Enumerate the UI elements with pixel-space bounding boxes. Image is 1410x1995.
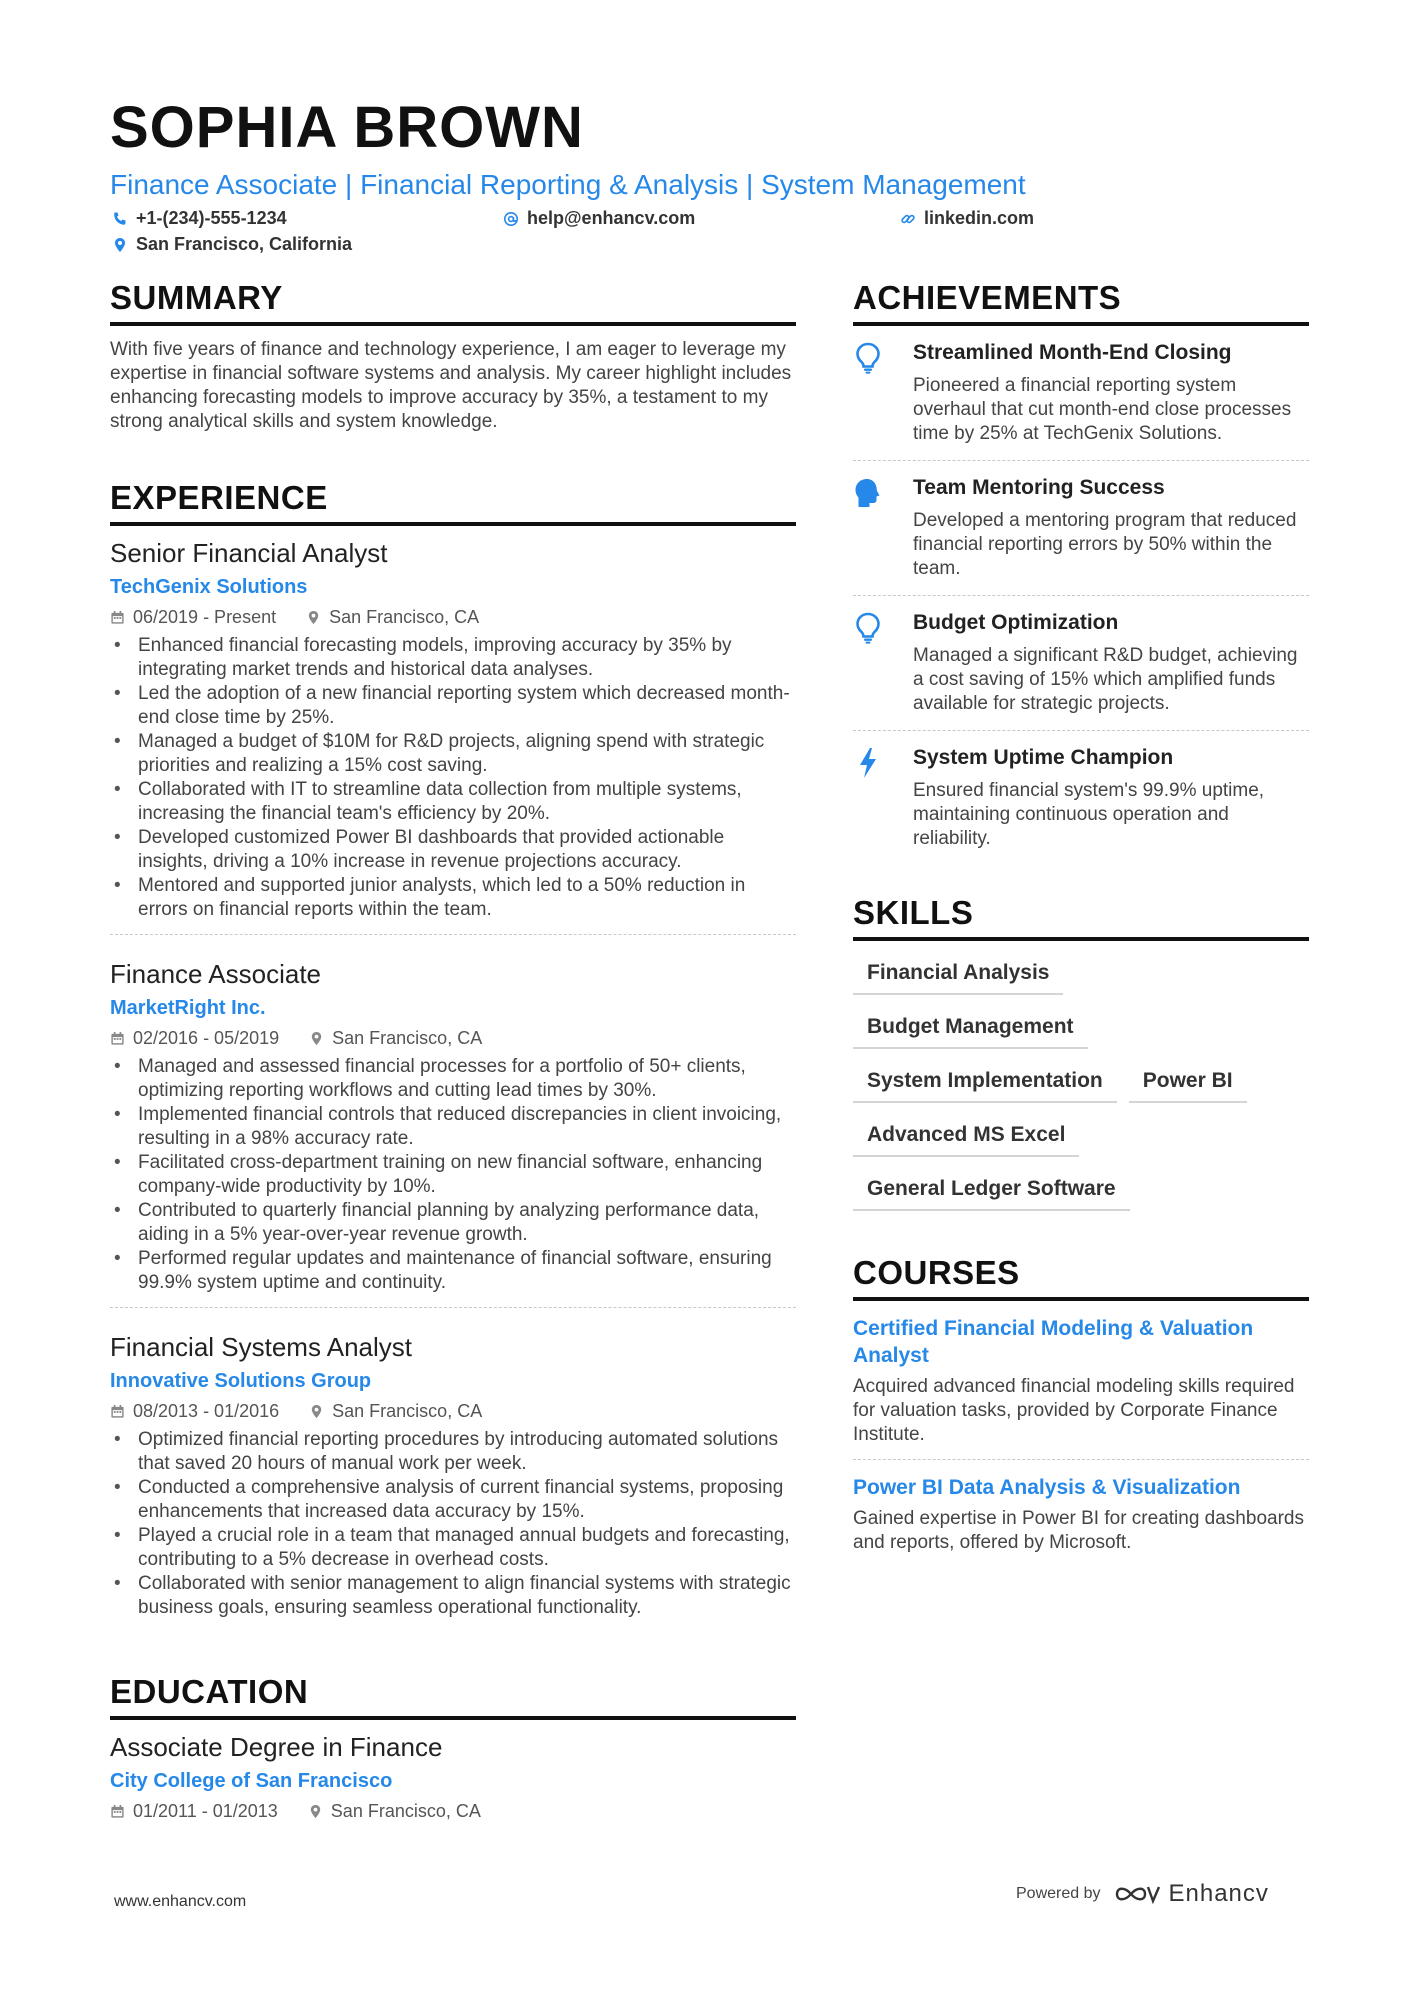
courses-list: [853, 1301, 1309, 1567]
achievement-item: [853, 326, 1309, 461]
job-entry: [110, 1307, 796, 1632]
job-bullets: [110, 1428, 796, 1620]
education-dates-text: 01/2011 - 01/2013: [133, 1801, 278, 1821]
skill-tag: General Ledger Software: [853, 1171, 1130, 1211]
company-name: MarketRight Inc.: [110, 997, 266, 1019]
skill-tag: Financial Analysis: [853, 955, 1063, 995]
achievement-icon: [853, 475, 913, 581]
brand-name: Enhancv: [1168, 1880, 1269, 1907]
job-bullet: • Implemented financial controls that reduced discrepancies in client invoicing, resulting in a 98% accuracy rate.: [110, 1103, 796, 1151]
education-location-text: San Francisco, CA: [330, 1801, 481, 1821]
job-title: Senior Financial Analyst: [110, 538, 388, 568]
job-dates-text: 08/2013 - 01/2016: [133, 1401, 280, 1421]
candidate-tagline: Finance Associate | Financial Reporting & Analysis | System Management: [110, 169, 1026, 200]
achievement-item: [853, 596, 1309, 731]
experience-heading: EXPERIENCE: [110, 478, 796, 526]
job-dates: [110, 1027, 279, 1049]
job-dates: [110, 1400, 279, 1422]
job-title: Financial Systems Analyst: [110, 1332, 413, 1362]
job-bullet: • Mentored and supported junior analysts, which led to a 50% reduction in errors on financial reports within the team.: [110, 874, 796, 922]
achievement-icon: [853, 610, 913, 716]
job-location: [309, 1400, 482, 1422]
summary-section: [110, 278, 796, 434]
job-location: [306, 606, 479, 628]
job-bullet: • Led the adoption of a new financial reporting system which decreased month-end close time by 25%.: [110, 682, 796, 730]
left-column: [110, 278, 796, 1822]
at-icon: [503, 211, 519, 227]
education-dates: [110, 1800, 278, 1822]
job-bullet: • Facilitated cross-department training on new financial software, enhancing company-wide productivity by 10%.: [110, 1151, 796, 1199]
education-heading: EDUCATION: [110, 1672, 796, 1720]
linkedin-text: linkedin.com: [924, 208, 1035, 228]
education-meta: [110, 1800, 796, 1822]
location-pin-icon: [112, 237, 128, 253]
course-item: [853, 1460, 1309, 1567]
job-location-text: San Francisco, CA: [332, 1401, 483, 1421]
achievement-icon: [853, 745, 913, 851]
job-bullet: • Managed a budget of $10M for R&D projects, aligning spend with strategic priorities and realizing a 15% cost saving.: [110, 730, 796, 778]
phone-text: +1-(234)-555-1234: [136, 208, 287, 228]
achievement-title: Team Mentoring Success: [913, 476, 1165, 499]
brand-logo[interactable]: [1115, 1880, 1269, 1908]
job-dates-text: 02/2016 - 05/2019: [133, 1028, 280, 1048]
job-bullet: • Optimized financial reporting procedures by introducing automated solutions that saved 20 hours of manual work per week.: [110, 1428, 796, 1476]
email-text: help@enhancv.com: [527, 208, 696, 228]
right-column: [853, 278, 1309, 1567]
achievements-list: [853, 326, 1309, 865]
achievement-body: [913, 610, 1309, 716]
achievement-item: [853, 731, 1309, 865]
location-text: San Francisco, California: [136, 234, 353, 254]
job-bullets: [110, 1055, 796, 1295]
skill-tag: Advanced MS Excel: [853, 1117, 1079, 1157]
achievement-body: [913, 475, 1309, 581]
achievement-description: Managed a significant R&D budget, achieving a cost saving of 15% which amplified funds available for strategic projects.: [913, 645, 1298, 714]
skills-section: [853, 893, 1309, 1225]
powered-by-label: Powered by: [1016, 1885, 1101, 1902]
education-section: [110, 1672, 796, 1822]
contact-location: [112, 234, 352, 255]
calendar-icon: [110, 610, 125, 625]
course-title[interactable]: Certified Financial Modeling & Valuation Analyst: [853, 1317, 1254, 1367]
summary-text: With five years of finance and technology experience, I am eager to leverage my expertise in financial software systems and analysis. My career highlight includes enhancing forecasting models to improve accuracy by 35%, a testament to my strong analytical skills and system knowledge.: [110, 339, 792, 432]
skill-tag: Budget Management: [853, 1009, 1088, 1049]
contact-phone[interactable]: [112, 208, 287, 229]
skill-tag: System Implementation: [853, 1063, 1117, 1103]
resume-header: [110, 96, 1310, 264]
achievement-description: Pioneered a financial reporting system overhaul that cut month-end close processes time by 25% at TechGenix Solutions.: [913, 375, 1292, 444]
job-bullet: • Enhanced financial forecasting models, improving accuracy by 35% by integrating market trends and historical data analyses.: [110, 634, 796, 682]
calendar-icon: [110, 1804, 125, 1819]
course-description: Gained expertise in Power BI for creating dashboards and reports, offered by Microsoft.: [853, 1508, 1304, 1553]
company-name: Innovative Solutions Group: [110, 1370, 372, 1392]
achievement-item: [853, 461, 1309, 596]
location-pin-icon: [309, 1031, 324, 1046]
link-icon: [900, 211, 916, 227]
job-bullet: • Collaborated with IT to streamline data collection from multiple systems, increasing the financial team's efficiency by 20%.: [110, 778, 796, 826]
head-icon: [853, 477, 883, 509]
calendar-icon: [110, 1031, 125, 1046]
job-entry: [110, 536, 796, 934]
location-pin-icon: [308, 1804, 323, 1819]
enhancv-logo-icon: [1115, 1882, 1161, 1906]
job-bullet: • Managed and assessed financial processes for a portfolio of 50+ clients, optimizing reporting workflows and cutting lead times by 30%.: [110, 1055, 796, 1103]
job-bullet: • Conducted a comprehensive analysis of current financial systems, proposing enhancements that increased data accuracy by 15%.: [110, 1476, 796, 1524]
achievement-title: Streamlined Month-End Closing: [913, 341, 1232, 364]
job-bullet: • Developed customized Power BI dashboards that provided actionable insights, driving a 10% increase in revenue projections accuracy.: [110, 826, 796, 874]
job-location-text: San Francisco, CA: [332, 1028, 483, 1048]
location-pin-icon: [306, 610, 321, 625]
job-bullet: • Played a crucial role in a team that managed annual budgets and forecasting, contributing to a 5% decrease in overhead costs.: [110, 1524, 796, 1572]
skills-heading: SKILLS: [853, 893, 1309, 941]
footer-branding: [1016, 1880, 1269, 1908]
job-bullets: [110, 634, 796, 922]
company-name: TechGenix Solutions: [110, 576, 308, 598]
lightbulb-icon: [853, 342, 883, 374]
achievement-title: System Uptime Champion: [913, 746, 1174, 769]
course-description: Acquired advanced financial modeling skills required for valuation tasks, provided by Corporate Finance Institute.: [853, 1376, 1295, 1445]
job-meta: [110, 606, 796, 628]
location-pin-icon: [309, 1404, 324, 1419]
job-bullet: • Collaborated with senior management to align financial systems with strategic business goals, ensuring seamless operational functionality.: [110, 1572, 796, 1620]
experience-section: [110, 478, 796, 1632]
job-meta: [110, 1400, 796, 1422]
job-location-text: San Francisco, CA: [329, 607, 480, 627]
achievement-title: Budget Optimization: [913, 611, 1119, 634]
courses-heading: COURSES: [853, 1253, 1309, 1301]
achievement-description: Developed a mentoring program that reduced financial reporting errors by 50% within the team.: [913, 510, 1297, 579]
job-bullet: • Performed regular updates and maintenance of financial software, ensuring 99.9% system uptime and continuity.: [110, 1247, 796, 1295]
job-meta: [110, 1027, 796, 1049]
job-title: Finance Associate: [110, 959, 322, 989]
degree-title: Associate Degree in Finance: [110, 1732, 443, 1762]
job-dates-text: 06/2019 - Present: [133, 607, 277, 627]
job-entry: [110, 934, 796, 1307]
summary-heading: SUMMARY: [110, 278, 796, 326]
skill-tag: Power BI: [1129, 1063, 1247, 1103]
lightbulb-icon: [853, 612, 883, 644]
phone-icon: [112, 211, 128, 227]
job-bullet: • Contributed to quarterly financial planning by analyzing performance data, aiding in a 5% year-over-year revenue growth.: [110, 1199, 796, 1247]
footer-website[interactable]: www.enhancv.com: [114, 1893, 247, 1910]
job-dates: [110, 606, 276, 628]
education-location: [308, 1800, 481, 1822]
candidate-name: SOPHIA BROWN: [110, 95, 584, 160]
school-name: City College of San Francisco: [110, 1770, 393, 1792]
courses-section: [853, 1253, 1309, 1567]
achievement-body: [913, 340, 1309, 446]
course-item: [853, 1301, 1309, 1460]
achievement-icon: [853, 340, 913, 446]
contact-linkedin[interactable]: [900, 208, 1034, 229]
achievement-description: Ensured financial system's 99.9% uptime, maintaining continuous operation and reliability.: [913, 780, 1265, 849]
lightning-icon: [853, 747, 883, 779]
course-title[interactable]: Power BI Data Analysis & Visualization: [853, 1476, 1241, 1499]
achievements-heading: ACHIEVEMENTS: [853, 278, 1309, 326]
contact-info: [110, 208, 1310, 264]
calendar-icon: [110, 1404, 125, 1419]
achievements-section: [853, 278, 1309, 865]
achievement-body: [913, 745, 1309, 851]
experience-list: [110, 536, 796, 1632]
job-location: [309, 1027, 482, 1049]
contact-email[interactable]: [503, 208, 695, 229]
skills-list: [853, 955, 1309, 1225]
